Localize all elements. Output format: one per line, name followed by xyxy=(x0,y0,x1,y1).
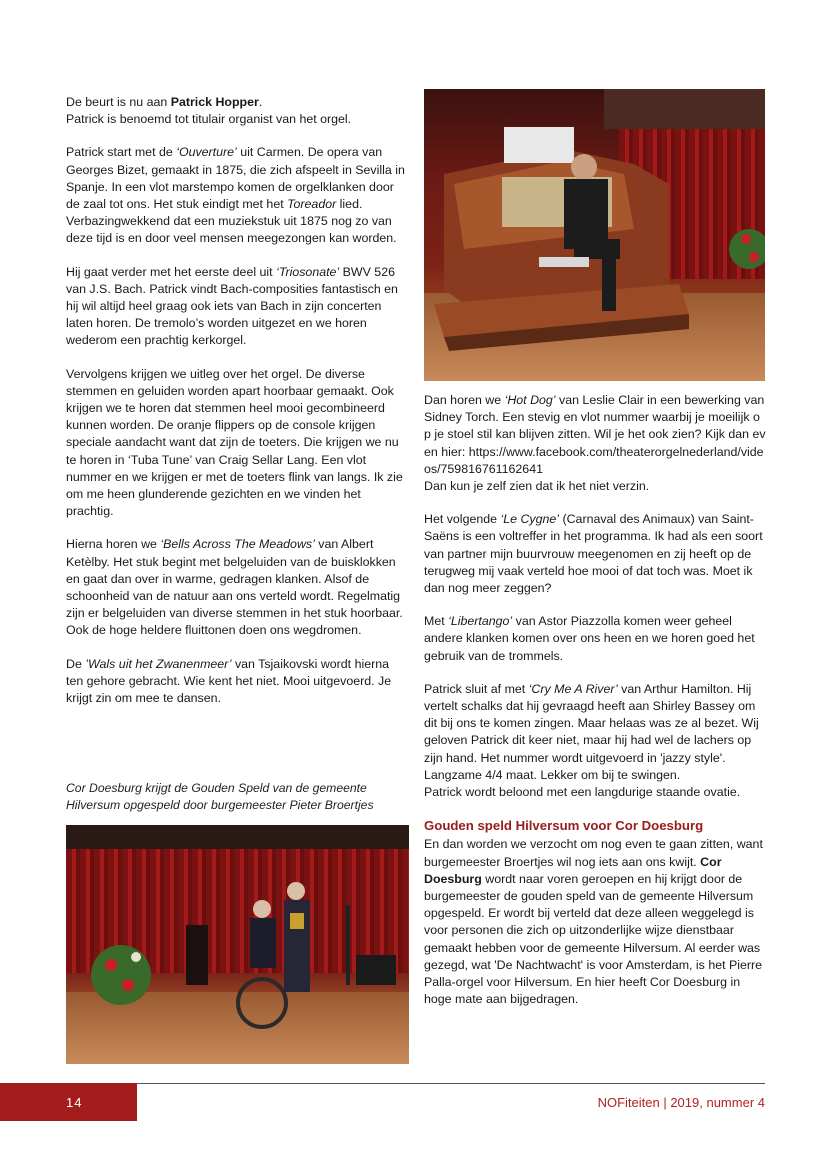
paragraph-carmen xyxy=(66,144,408,247)
text: De beurt is nu aan xyxy=(66,95,171,109)
text: (Carnaval des Animaux) van Saint-Saëns is een voltreffer in het programma. Ik had als een soort van partner mijn buurvrouw meegenomen en zij heeft op de terugweg mij vaak verteld hoe mooi of dat toch was. Moet ik dan nog meer zeggen? xyxy=(424,512,763,596)
organ-photo xyxy=(424,89,765,381)
text: BWV 526 van J.S. Bach. Patrick vindt Bach-composities fantastisch en hij wil altijd heel graag ook iets van Bach in zijn concerten laten horen. De tremolo’s worden uitgezet en we horen wederom een prachtig kerkorgel. xyxy=(66,264,398,348)
text: . xyxy=(258,95,263,109)
text: Hij gaat verder met het eerste deel uit xyxy=(66,264,277,279)
section-heading: Gouden speld Hilversum voor Cor Doesburg xyxy=(424,818,704,834)
paragraph-organ-explanation: Vervolgens krijgen we uitleg over het orgel. De diverse stemmen en geluiden worden apart hoorbaar gemaakt. Ook krijgen we te horen dat stemmen heel mooi gecombineerd kunnen worden. De oranje flippers op de console krijgen speciale aandacht want dat zijn de toeters. Die krijgen we nu te horen in ‘Tuba Tune’ van Craig Sellar Lang. Een vlot nummer en we krijgen er met de toeters flink van langs. Ik zie om me heen glunderende gezichten en we vinden het prachtig. xyxy=(66,366,403,519)
text: Dan horen we xyxy=(424,393,505,407)
text: van Albert Ketèlby. Het stuk begint met belgeluiden van de buisklokken en gaat dan over in warme, gedragen klanken. Alsof de schoonheid van de natuur aan ons verteld wordt. Regelmatig zijn er belgeluiden van diverse stemmen in het stuk hoorbaar. Ook de hoge heldere fluittonen doen ons wegdromen. xyxy=(66,537,403,638)
text: Het volgende xyxy=(424,512,501,527)
text: Patrick start met de xyxy=(66,145,177,160)
paragraph-libertango xyxy=(424,613,766,665)
text: Hierna horen we xyxy=(66,537,161,552)
mayor-chain xyxy=(290,913,304,929)
paragraph-bach xyxy=(66,264,408,350)
publication-info: NOFiteiten | 2019, nummer 4 xyxy=(597,1095,765,1110)
piece-title: ‘Bells Across The Meadows’ xyxy=(160,537,315,552)
text: lied. Verbazingwekkend dat een muziekstuk uit 1875 nog zo van deze tijd is en door veel mensen meegezongen kan worden. xyxy=(66,197,397,246)
piece-title: ‘Ouverture’ xyxy=(176,145,237,160)
text: Patrick wordt beloond met een langdurige staande ovatie. xyxy=(424,785,741,800)
award-scene-illustration xyxy=(66,825,409,1064)
text: wordt naar voren geroepen en hij krijgt door de burgemeester de gouden speld van de gemeente Hilversum opgespeld. Er wordt bij verteld dat deze alleen weggelegd is voor personen die zich op uitzonderlijke wijze dienstbaar gemaakt hebben voor de gemeente Hilversum. Al eerder was gezegd, wat 'De Nachtwacht' is voor Amsterdam, is het Pierre Palla-orgel voor Hilversum. En hier heeft Cor Doesburg in hoge mate aan bijgedragen. xyxy=(424,871,763,1007)
piece-title: ‘Triosonate’ xyxy=(276,264,340,279)
page-number: 14 xyxy=(66,1095,83,1110)
award-photo xyxy=(66,825,409,1064)
photo-caption: Cor Doesburg krijgt de Gouden Speld van de gemeente Hilversum opgespeld door burgemeester Pieter Broertjes xyxy=(66,781,374,812)
text: van Astor Piazzolla komen weer geheel andere klanken komen over ons heen en we horen goed het gebruik van de trommels. xyxy=(424,614,755,663)
text: van Arthur Hamilton. Hij vertelt schalks dat hij gevraagd heeft aan Shirley Bassey om dit bij ons te komen zingen. Maar helaas was ze al bezet. Wij geloven Patrick dit keer niet, maar hij had wel de lachers op zijn hand. Het nummer wordt uitgevoerd in 'jazzy style'. Langzame 4/4 maat. Lekker om bij te swingen. xyxy=(424,681,759,782)
paragraph-le-cygne xyxy=(424,511,766,597)
piece-title: ’Wals uit het Zwanenmeer’ xyxy=(85,656,232,671)
paragraph-intro xyxy=(66,94,408,128)
text: De xyxy=(66,656,86,671)
paragraph-hot-dog xyxy=(424,392,766,495)
footer-divider xyxy=(66,1083,765,1084)
facebook-link[interactable]: van Leslie Clair in een bewerking van Sidney Torch. Een stevig en vlot nummer waarbij je moeilijk op je stoel stil kan blijven zitten. Wil je het ook zien? Kijk dan even hier: https://www.facebook.com/theaterorgelnederland/videos/759816761162641 xyxy=(424,393,766,476)
honoree-name: Cor Doesburg xyxy=(424,854,722,886)
lectern xyxy=(186,925,208,985)
text: Patrick sluit af met xyxy=(424,681,529,696)
piece-title: ‘Cry Me A River’ xyxy=(528,681,618,696)
piano xyxy=(356,955,396,985)
text: Patrick is benoemd tot titulair organist van het orgel. xyxy=(66,112,352,127)
text: van Tsjaikovski wordt hierna ten gehore gebracht. Wie kent het niet. Mooi uitgevoerd. Je krijgt zin om mee te dansen. xyxy=(66,656,392,706)
paragraph-swan-lake xyxy=(66,656,408,708)
piece-title: Toreador xyxy=(287,197,337,212)
recipient-head xyxy=(253,900,271,918)
left-column xyxy=(66,94,408,723)
piece-title: ‘Le Cygne’ xyxy=(500,512,560,527)
organist-lower-legs xyxy=(602,239,616,311)
text: uit Carmen. De opera van Georges Bizet, gemaakt in 1875, die zich afspeelt in Sevilla in Spanje. In een vlot marstempo komen de orgelklanken door de zaal tot ons. Het stuk eindigt met het xyxy=(66,145,405,212)
text: En dan worden we verzocht om nog even te gaan zitten, want burgemeester Broertjes wil nog iets aan ons kwijt. xyxy=(424,837,763,869)
piece-title: ‘Hot Dog’ xyxy=(504,393,556,407)
organ-bench xyxy=(539,257,589,267)
text: Dan kun je zelf zien dat ik het niet verzin. xyxy=(424,479,650,494)
paragraph-gouden-speld xyxy=(424,836,766,1008)
organ-console-illustration xyxy=(424,89,765,381)
organist-body xyxy=(564,179,608,249)
performer-name: Patrick Hopper xyxy=(170,95,259,109)
mayor-head xyxy=(287,882,305,900)
piece-title: ‘Libertango’ xyxy=(448,614,513,629)
microphone-stand xyxy=(346,905,350,985)
organist-head xyxy=(571,154,597,180)
flower-arrangement xyxy=(91,945,151,1005)
paragraph-cry-me-a-river xyxy=(424,681,766,801)
right-column xyxy=(424,392,766,1025)
paragraph-bells xyxy=(66,536,408,639)
wheelchair-wheel xyxy=(238,979,286,1027)
music-sheet xyxy=(504,127,574,163)
text: Met xyxy=(424,614,449,629)
recipient-body xyxy=(250,918,276,968)
